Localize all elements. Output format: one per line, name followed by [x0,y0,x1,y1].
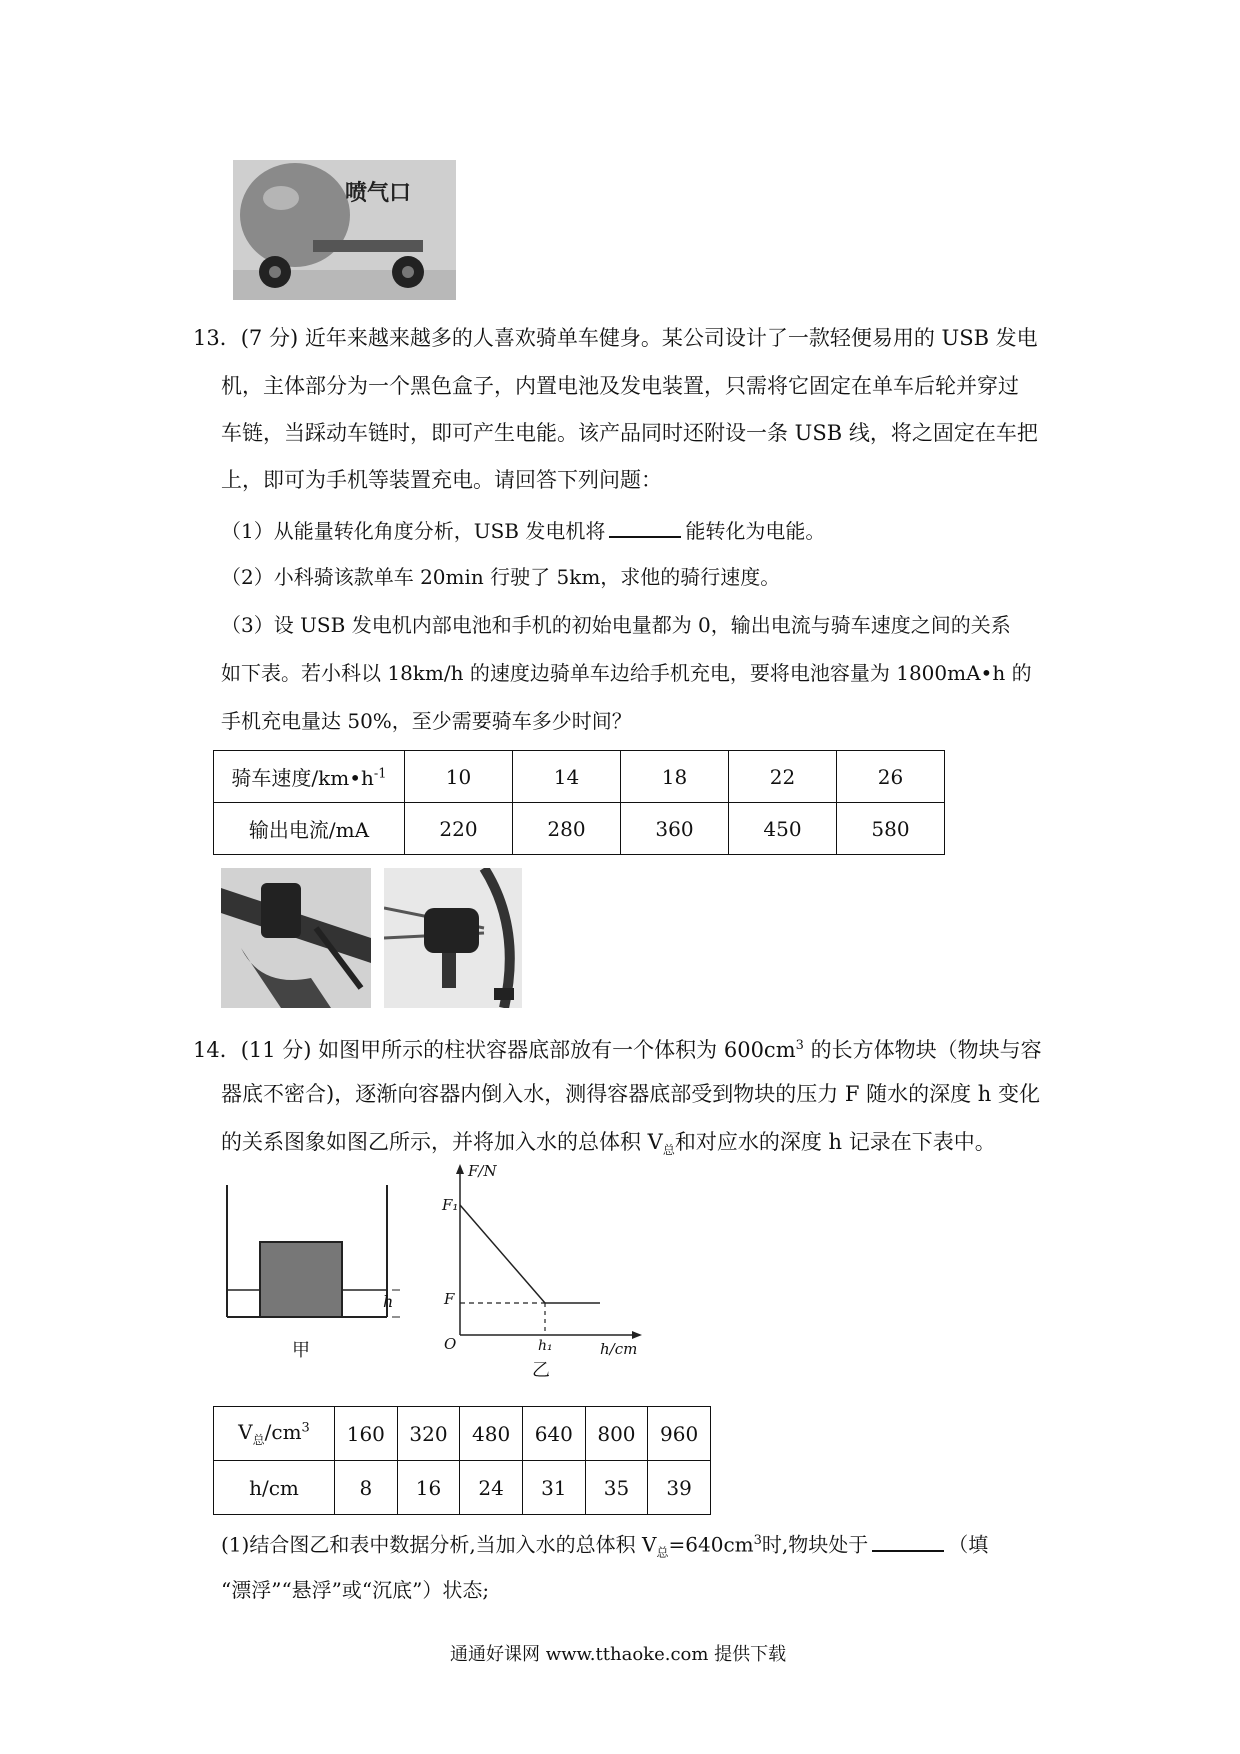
bike-handlebar-icon [221,868,371,1008]
q13-sub3-line-3: 手机充电量达 50%，至少需要骑车多少时间？ [221,709,632,733]
figure-jia [222,1180,402,1360]
page-footer: 通通好课网 www.tthaoke.com 提供下载 [450,1644,787,1665]
table-cell: 14 [513,751,621,803]
figure-yi [430,1160,650,1381]
q13-sub2: （2）小科骑该款单车 20min 行驶了 5km，求他的骑行速度。 [221,565,781,589]
q13-line-3: 上，即可为手机等装置充电。请回答下列问题： [221,468,662,492]
bike-generator-photo [384,868,522,1008]
y-axis-label: F/N [468,1162,497,1180]
q14-sub1-line-2: “漂浮”“悬浮”或“沉底”）状态; [221,1578,490,1602]
nozzle-label: 喷气口 [345,180,412,206]
table-cell: 10 [405,751,513,803]
figure-yi-caption: 乙 [532,1360,550,1381]
table-cell: 16 [397,1461,460,1515]
origin-label: O [444,1335,457,1353]
table-row [214,803,945,855]
q14-line-2: 器底不密合)，逐渐向容器内倒入水，测得容器底部受到物块的压力 F 随水的深度 h 变化 [221,1082,1040,1106]
q13-sub1-after: 能转化为电能。 [685,519,826,543]
table-cell: 280 [513,803,621,855]
q13-sub3-line-1: （3）设 USB 发电机内部电池和手机的初始电量都为 0，输出电流与骑车速度之间的关系 [221,613,1011,637]
q14-volume-depth-table [213,1406,711,1515]
table-cell: 640 [522,1407,585,1461]
table-cell: 26 [837,751,945,803]
table-row-label: 骑车速度$/km•h^{-1}$ [214,751,405,803]
figure-jia-caption: 甲 [292,1340,310,1361]
q13-line-2: 车链，当踩动车链时，即可产生电能。该产品同时还附设一条 USB 线，将之固定在车把 [221,421,1038,445]
container-diagram [222,1180,402,1330]
table-cell: 320 [397,1407,460,1461]
q14-header: 14．(11 分) 如图甲所示的柱状容器底部放有一个体积为 $600cm^3$ 的长方体物块（物块与容 [193,1038,1042,1062]
table-row [214,1461,711,1515]
q13-speed-current-table [213,750,945,855]
table-cell: 580 [837,803,945,855]
bike-handlebar-photo [221,868,371,1008]
table-cell: 35 [585,1461,648,1515]
table-row-label: $V_总/cm^3$ [214,1407,335,1461]
q14-line-3: 的关系图象如图乙所示，并将加入水的总体积 $V_总$和对应水的深度 h 记录在下表中。 [221,1130,996,1158]
f1-label: F₁ [442,1196,459,1214]
force-depth-graph [430,1160,650,1340]
answer-blank [609,516,681,538]
table-row-label: 输出电流/mA [214,803,405,855]
table-cell: 24 [460,1461,523,1515]
table-cell: 800 [585,1407,648,1461]
depth-label: h [383,1292,394,1311]
table-row [214,1407,711,1461]
table-cell: 220 [405,803,513,855]
q14-sub1: (1)结合图乙和表中数据分析,当加入水的总体积 $V_总=640cm^3$时,物块处于 （填 [221,1527,988,1567]
table-row-label: h/cm [214,1461,335,1515]
q13-line-1: 机，主体部分为一个黑色盒子，内置电池及发电装置，只需将它固定在单车后轮并穿过 [221,374,1019,398]
q13-header: 13．(7 分) 近年来越来越多的人喜欢骑单车健身。某公司设计了一款轻便易用的 USB 发电 [193,326,1038,350]
f2-label: F [444,1290,455,1308]
table-cell: 360 [621,803,729,855]
table-cell: 31 [522,1461,585,1515]
table-cell: 18 [621,751,729,803]
balloon-car-photo [233,160,456,300]
x-axis-label: h/cm [600,1340,638,1358]
q13-sub3-line-2: 如下表。若小科以 18km/h 的速度边骑单车边给手机充电，要将电池容量为 1800mA•h 的 [221,661,1032,685]
q13-sub1 [221,516,825,545]
table-cell: 450 [729,803,837,855]
table-cell: 160 [335,1407,398,1461]
q13-sub1-before: （1）从能量转化角度分析，USB 发电机将 [221,519,606,543]
table-cell: 480 [460,1407,523,1461]
table-cell: 960 [648,1407,711,1461]
h1-label: h₁ [538,1338,553,1354]
table-cell: 22 [729,751,837,803]
table-cell: 8 [335,1461,398,1515]
bike-generator-icon [384,868,522,1008]
table-row [214,751,945,803]
answer-blank [872,1530,944,1552]
table-cell: 39 [648,1461,711,1515]
